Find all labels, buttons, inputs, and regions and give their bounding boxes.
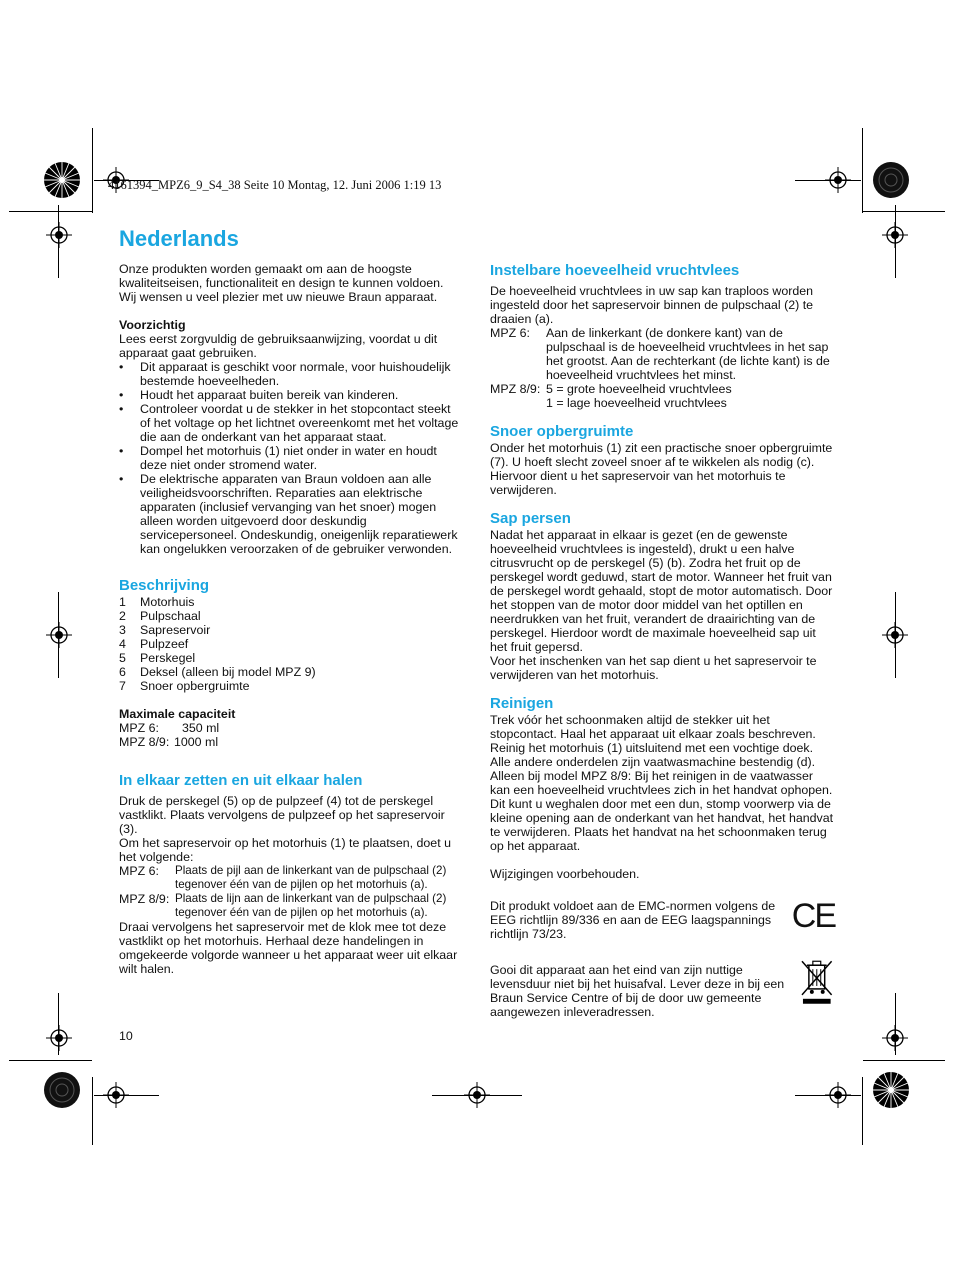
crop-line <box>92 128 93 213</box>
registration-mark-icon <box>882 1025 908 1051</box>
assembly-model-row: MPZ 6: Plaats de pijl aan de linkerkant van de pulpschaal (2) tegenover één van de pijlen op het motorhuis (a). <box>119 864 447 891</box>
capacity-heading: Maximale capaciteit <box>119 707 236 721</box>
weee-bin-icon <box>799 959 835 1005</box>
changes-note: Wijzigingen voorbehouden. <box>490 867 640 881</box>
page-title: Nederlands <box>119 226 239 251</box>
crop-line <box>94 1095 159 1096</box>
color-wheel-icon <box>43 161 81 199</box>
crop-line <box>432 1095 522 1096</box>
emc-text: Dit produkt voldoet aan de EMC-normen volgens de EEG richtlijn 89/336 en aan de EEG laagspannings richtlijn 73/23. <box>490 899 776 941</box>
registration-mark-icon <box>46 1025 72 1051</box>
assembly-text: Om het sapreservoir op het motorhuis (1) te plaatsen, doet u het volgende: <box>119 836 451 864</box>
registration-mark-icon <box>46 622 72 648</box>
assembly-text: Druk de perskegel (5) op de pulpzeef (4) tot de perskegel vastklikt. Plaats vervolgens de pulpzeef op het sapreservoir (3). <box>119 794 445 836</box>
section-heading: Beschrijving <box>119 577 210 594</box>
list-item: • Dit apparaat is geschikt voor normale, voor huishoudelijk bestemde hoeveelheden. <box>119 360 464 388</box>
parts-list <box>119 595 464 693</box>
caution-text: Lees eerst zorgvuldig de gebruiksaanwijzing, voordat u dit apparaat gaat gebruiken. <box>119 332 438 360</box>
color-wheel-icon <box>872 161 910 199</box>
crop-line <box>795 1095 861 1096</box>
section-heading: Sap persen <box>490 510 571 527</box>
pulp-text: De hoeveelheid vruchtvlees in uw sap kan traploos worden ingesteld door het sapreservoir binnen de pulpschaal (2) te draaien (a). <box>490 284 814 326</box>
emc-notice <box>490 899 835 941</box>
crop-line <box>862 1077 863 1145</box>
crop-line <box>9 1060 92 1061</box>
color-wheel-icon <box>43 1071 81 1109</box>
crop-line <box>863 211 945 212</box>
list-item: 2 Pulpschaal <box>119 609 201 623</box>
list-item: 6 Deksel (alleen bij model MPZ 9) <box>119 665 316 679</box>
section-heading: Instelbare hoeveelheid vruchtvlees <box>490 262 740 279</box>
crop-line <box>92 1077 93 1145</box>
crop-line <box>862 128 863 213</box>
section-heading: In elkaar zetten en uit elkaar halen <box>119 772 363 789</box>
right-column <box>490 262 835 1019</box>
caution-heading: Voorzichtig <box>119 318 186 332</box>
weee-notice <box>490 963 835 1019</box>
list-item: • Controleer voordat u de stekker in het stopcontact steekt of het voltage op het lichtnet overeenkomt met het voltage die aan de onderkant van het apparaat staat. <box>119 402 464 444</box>
page-number: 10 <box>119 1029 133 1043</box>
list-item: 3 Sapreservoir <box>119 623 211 637</box>
list-item: 1 Motorhuis <box>119 595 195 609</box>
list-item: • De elektrische apparaten van Braun voldoen aan alle veiligheidsvoorschriften. Reparaties aan elektrische apparaten (inclusief vervanging van het snoer) mogen alleen worden uitgevoerd door deskundig servicepersoneel. Ondeskundig, oneigenlijk reparatiewerk kan ongelukken veroorzaken of de gebruiker verwonden. <box>119 472 464 556</box>
registration-mark-icon <box>46 222 72 248</box>
crop-line <box>795 180 861 181</box>
pulp-model-row: 1 = lage hoeveelheid vruchtvlees <box>546 396 727 410</box>
list-item: 7 Snoer opbergruimte <box>119 679 250 693</box>
cord-text: Onder het motorhuis (1) zit een practische snoer opbergruimte (7). U hoeft slecht zoveel snoer af te wikkelen als nodig (c). Hiervoor dient u het sapreservoir van het motorhuis te verwijderen. <box>490 441 833 497</box>
press-text: Voor het inschenken van het sap dient u het sapreservoir te verwijderen van het motorhuis. <box>490 654 817 682</box>
press-text: Nadat het apparaat in elkaar is gezet (en de gewenste hoeveelheid vruchtvlees is ingesteld), drukt u een halve citrusvrucht op de perskegel (5) (b). Zodra het fruit op de perskegel wordt geduwd, start de motor. Wanneer het fruit van de perskegel wordt gehaald, stopt de motor automatisch. Door het stoppen van de motor door middel van het optillen en neerdrukken van het fruit, verandert de draairichting van de perskegel. Hierdoor wordt de maximale hoeveelheid sap uit het fruit gepersd. <box>490 528 833 654</box>
section-heading: Reinigen <box>490 695 554 712</box>
list-item: • Dompel het motorhuis (1) niet onder in water en houdt deze niet onder stromend water. <box>119 444 464 472</box>
capacity-row: MPZ 8/9: 1000 ml <box>119 735 219 749</box>
clean-text: Trek vóór het schoonmaken altijd de stekker uit het stopcontact. Haal het apparaat uit elkaar zoals beschreven. Reinig het motorhuis (1) uitsluitend met een vochtige doek. Alle andere onderdelen zijn vaatwasmachine bestendig (d). Alleen bij model MPZ 8/9: Bij het reinigen in de vaatwasser kan een hoeveelheid vruchtvlees zich in het handvat ophopen. Dit kunt u weghalen door met een dun, stomp voorwerp via de kleine opening aan de onderkant van het handvat, het handvat te verwijderen. Plaats het handvat na het schoonmaken terug op het apparaat. <box>490 713 834 853</box>
weee-text: Gooi dit apparaat aan het eind van zijn nuttige levensduur niet bij het huisafval. Lever deze in bij een Braun Service Centre of bij de door uw gemeente aangewezen inleveradressen. <box>490 963 785 1019</box>
ce-mark-icon: CE <box>791 897 835 935</box>
list-item: 4 Pulpzeef <box>119 637 189 651</box>
intro-text: Onze produkten worden gemaakt om aan de hoogste kwaliteitseisen, functionaliteit en design te kunnen voldoen. Wij wensen u veel plezier met uw nieuwe Braun apparaat. <box>119 262 444 304</box>
assembly-model-row: MPZ 8/9: Plaats de lijn aan de linkerkant van de pulpschaal (2) tegenover één van de pijlen op het motorhuis (a). <box>119 892 447 919</box>
registration-mark-icon <box>882 622 908 648</box>
list-item: • Houdt het apparaat buiten bereik van kinderen. <box>119 388 464 402</box>
print-slug: 4161394_MPZ6_9_S4_38 Seite 10 Montag, 12. Juni 2006 1:19 13 <box>108 178 442 192</box>
registration-mark-icon <box>882 222 908 248</box>
capacity-row: MPZ 6: 350 ml <box>119 721 220 735</box>
pulp-model-row: MPZ 6: Aan de linkerkant (de donkere kant) van de pulpschaal is de hoeveelheid vruchtvlees in het sap het grootst. Aan de rechterkant (de lichte kant) is de hoeveelheid vruchtvlees het minst. <box>490 326 830 382</box>
crop-line <box>863 1060 945 1061</box>
crop-line <box>9 211 92 212</box>
pulp-model-row: MPZ 8/9: 5 = grote hoeveelheid vruchtvlees <box>490 382 732 396</box>
caution-list <box>119 360 464 556</box>
list-item: 5 Perskegel <box>119 651 196 665</box>
section-heading: Snoer opbergruimte <box>490 423 634 440</box>
color-wheel-icon <box>872 1071 910 1109</box>
assembly-text: Draai vervolgens het sapreservoir met de klok mee tot deze vastklikt op het motorhuis. Herhaal deze handelingen in omgekeerde volgorde wanneer u het apparaat weer uit elkaar wilt halen. <box>119 920 458 976</box>
left-column <box>119 262 464 976</box>
